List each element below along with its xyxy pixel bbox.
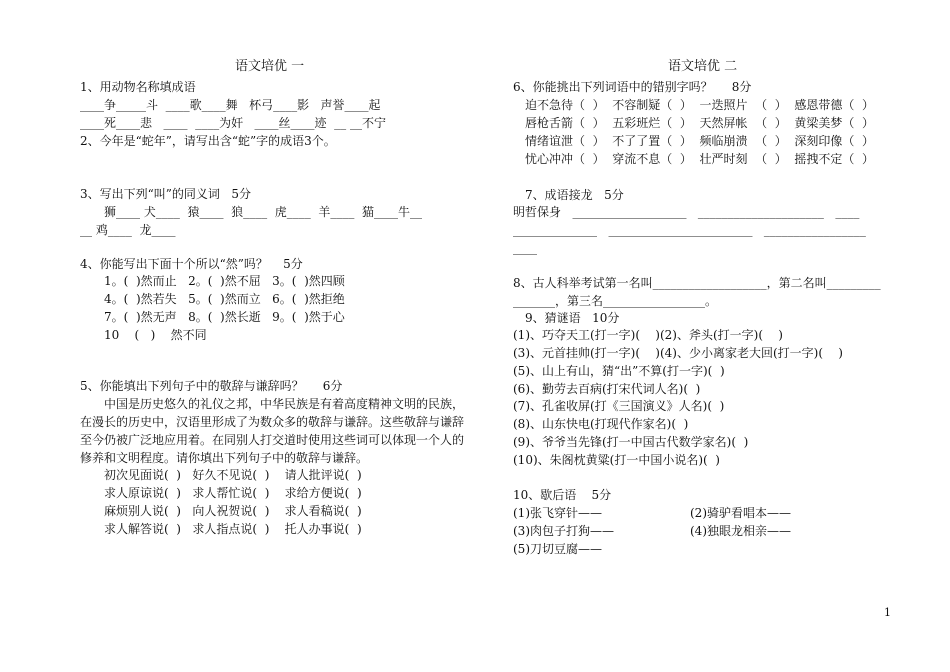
right-line: 6、你能挑出下列词语中的错别字吗？ 8分 [513,80,752,94]
right-line: 10、歇后语 5分 [513,488,612,502]
left-line: 1。( )然而止 2。( )然不屈 3。( )然四顾 [104,274,345,288]
page-number: 1 [884,606,891,619]
left-line: 10 ( ) 然不同 [104,328,207,342]
right-line: (5)、山上有山，猜“出”不算(打一字)( ) [513,364,725,378]
left-line: 3、写出下列“叫”的同义词 5分 [80,187,251,201]
right-line: 唇枪舌箭（ ） 五彩班烂（ ） 天然屏帐 （ ） 黄梁美梦（ ） [525,116,875,130]
right-line: 忧心冲冲（ ） 穿流不息（ ） 壮严时刻 （ ） 摇拽不定（ ） [525,152,875,166]
right-line: (2)骑驴看唱本—— [690,506,791,520]
right-line: (9)、爷爷当先锋(打一中国古代数学家名)( ) [513,435,749,449]
left-line: 7。( )然无声 8。( )然长逝 9。( )然于心 [104,310,345,324]
left-line: ____死____悲 ____ ____为奸 ____丝____迹 __ __不宁 [80,116,386,130]
left-line: 中国是历史悠久的礼仪之邦，中华民族是有着高度精神文明的民族， [104,397,465,411]
right-line: 明哲保身 ___________________ _____________________ ____ [513,205,860,219]
right-line: (7)、孔雀收屏(打《三国演义》人名)( ) [513,399,725,413]
left-line: 2、今年是“蛇年”，请写出含“蛇”字的成语3个。 [80,134,336,148]
right-line: 情绪谊泄（ ） 不了了置（ ） 频临崩溃 （ ） 深刻印像（ ） [525,134,875,148]
left-line: 狮____ 犬____ 猿____ 狼____ 虎____ 羊____ 猫____牛__ [104,205,422,219]
left-line: 麻烦别人说( ) 向人祝贺说( ) 求人看稿说( ) [104,504,362,518]
right-line: (3)、元首挂帅(打一字)( )(4)、少小离家老大回(打一字)( ) [513,346,843,360]
left-line: 求人原谅说( ) 求人帮忙说( ) 求给方便说( ) [104,486,362,500]
right-line: (4)独眼龙相亲—— [690,524,791,538]
right-line: 7、成语接龙 5分 [525,188,624,202]
right-line: ______________ ________________________ _________________ [513,223,866,237]
left-line: 求人解答说( ) 求人指点说( ) 托人办事说( ) [104,522,362,536]
right-title: 语文培优 二 [668,59,738,74]
left-title: 语文培优 一 [235,59,305,74]
left-line: ____争_____斗 ____歌____舞 杯弓____影 声誉____起 [80,98,381,112]
left-line: 至今仍被广泛地应用着。在同别人打交道时使用这些词可以体现一个人的 [80,433,465,447]
left-line: 5、你能填出下列句子中的敬辞与谦辞吗？ 6分 [80,379,343,393]
right-line: (3)肉包子打狗—— [513,524,614,538]
right-line: 8、古人科举考试第一名叫___________________，第二名叫_________ [513,276,881,290]
left-line: 初次见面说( ) 好久不见说( ) 请人批评说( ) [104,468,362,482]
right-line: _______，第三名_________________。 [513,294,718,308]
left-line: __ 鸡____ 龙____ [80,223,176,237]
left-line: 4。( )然若失 5。( )然而立 6。( )然拒绝 [104,292,345,306]
left-line: 4、你能写出下面十个所以“然”吗？ 5分 [80,257,303,271]
right-line: 迫不急待（ ） 不容制疑（ ） 一迭照片 （ ） 感恩带德（ ） [525,98,875,112]
right-line: 9、猜谜语 10分 [525,311,620,325]
right-line: ____ [513,241,537,255]
right-line: (1)、巧夺天工(打一字)( )(2)、斧头(打一字)( ) [513,328,783,342]
right-line: (1)张飞穿针—— [513,506,602,520]
right-line: (5)刀切豆腐—— [513,542,602,556]
left-line: 在漫长的历史中，汉语里形成了为数众多的敬辞与谦辞。这些敬辞与谦辞 [80,415,465,429]
right-line: (6)、勤劳去百病(打宋代词人名)( ) [513,382,701,396]
right-line: (10)、朱阁枕黄粱(打一中国小说名)( ) [513,453,720,467]
left-line: 1、用动物名称填成语 [80,80,196,94]
left-line: 修养和文明程度。请你填出下列句子中的敬辞与谦辞。 [80,451,369,465]
right-line: (8)、山东快电(打现代作家名)( ) [513,417,689,431]
